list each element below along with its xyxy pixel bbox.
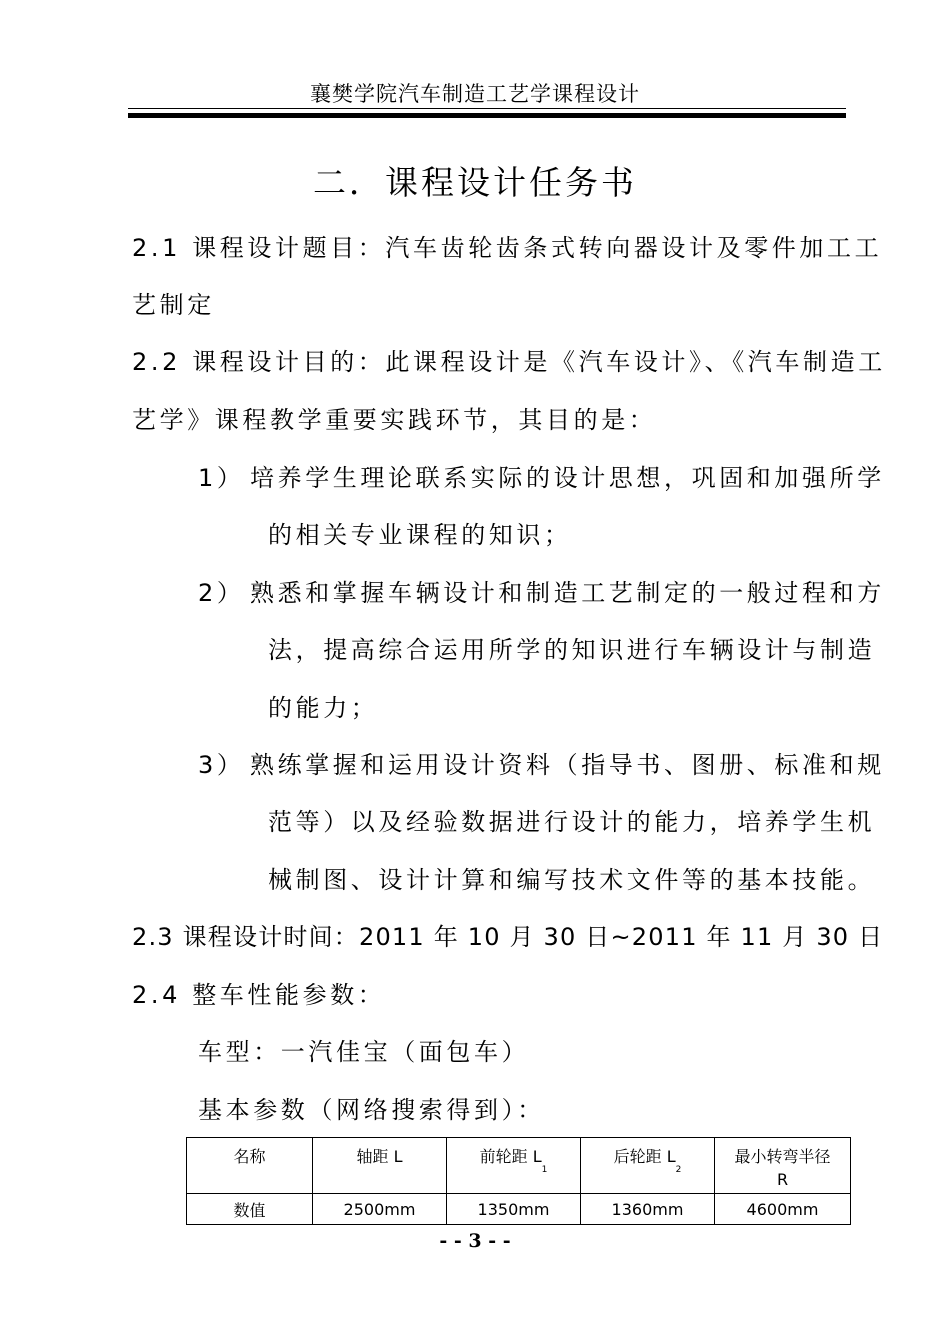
goal-2-line-1: 熟悉和掌握车辆设计和制造工艺制定的一般过程和方 [250,579,885,607]
goal-2-line-2: 法，提高综合运用所学的知识进行车辆设计与制造 [268,636,876,664]
goal-3-line-3: 械制图、设计计算和编写技术文件等的基本技能。 [268,866,876,894]
running-header: 襄樊学院汽车制造工艺学课程设计 [310,82,640,106]
page-number: - - 3 - - [439,1230,511,1252]
schedule-line: 2.3 课程设计时间：2011 年 10 月 30 日~2011 年 11 月 30 日 [132,923,884,951]
vehicle-model: 车型：一汽佳宝（面包车） [198,1038,530,1066]
header-wheelbase: 轴距 L [313,1138,447,1194]
value-wheelbase: 2500mm [313,1194,447,1225]
goal-3-line-2: 范等）以及经验数据进行设计的能力，培养学生机 [268,808,876,836]
front-track-subscript: 1 [541,1165,548,1175]
goal-1-line-2: 的相关专业课程的知识； [268,521,572,549]
topic-line-1: 2.1 课程设计题目：汽车齿轮齿条式转向器设计及零件加工工 [132,234,883,262]
header-front-track: 前轮距 $L_1$ [447,1138,581,1194]
purpose-line-2: 艺学》课程教学重要实践环节，其目的是： [132,406,657,434]
header-rule-thick [128,113,846,118]
goal-3-line-1: 熟练掌握和运用设计资料（指导书、图册、标准和规 [250,751,885,779]
goal-3-number: 3） [198,751,245,779]
header-rear-track: 后轮距 $L_2$ [581,1138,715,1194]
table-row [187,1194,851,1225]
params-intro: 基本参数（网络搜索得到）： [198,1096,545,1124]
header-rule-thin [128,108,846,109]
header-name: 名称 [187,1138,313,1194]
rear-track-subscript: 2 [675,1165,682,1175]
table-header-row [187,1138,851,1194]
row-label: 数值 [187,1194,313,1225]
performance-heading: 2.4 整车性能参数： [132,981,386,1009]
header-min-turn-radius: 最小转弯半径 R [715,1138,851,1194]
purpose-line-1: 2.2 课程设计目的：此课程设计是《汽车设计》、《汽车制造工 [132,348,886,376]
goal-2-line-3: 的能力； [268,694,379,722]
section-heading: 二．课程设计任务书 [313,163,637,202]
goal-1-number: 1） [198,464,245,492]
goal-2-number: 2） [198,579,245,607]
value-min-turn-radius: 4600mm [715,1194,851,1225]
value-rear-track: 1360mm [581,1194,715,1225]
goal-1-line-1: 培养学生理论联系实际的设计思想，巩固和加强所学 [250,464,885,492]
topic-line-2: 艺制定 [132,291,215,319]
parameters-table [186,1137,851,1225]
value-front-track: 1350mm [447,1194,581,1225]
